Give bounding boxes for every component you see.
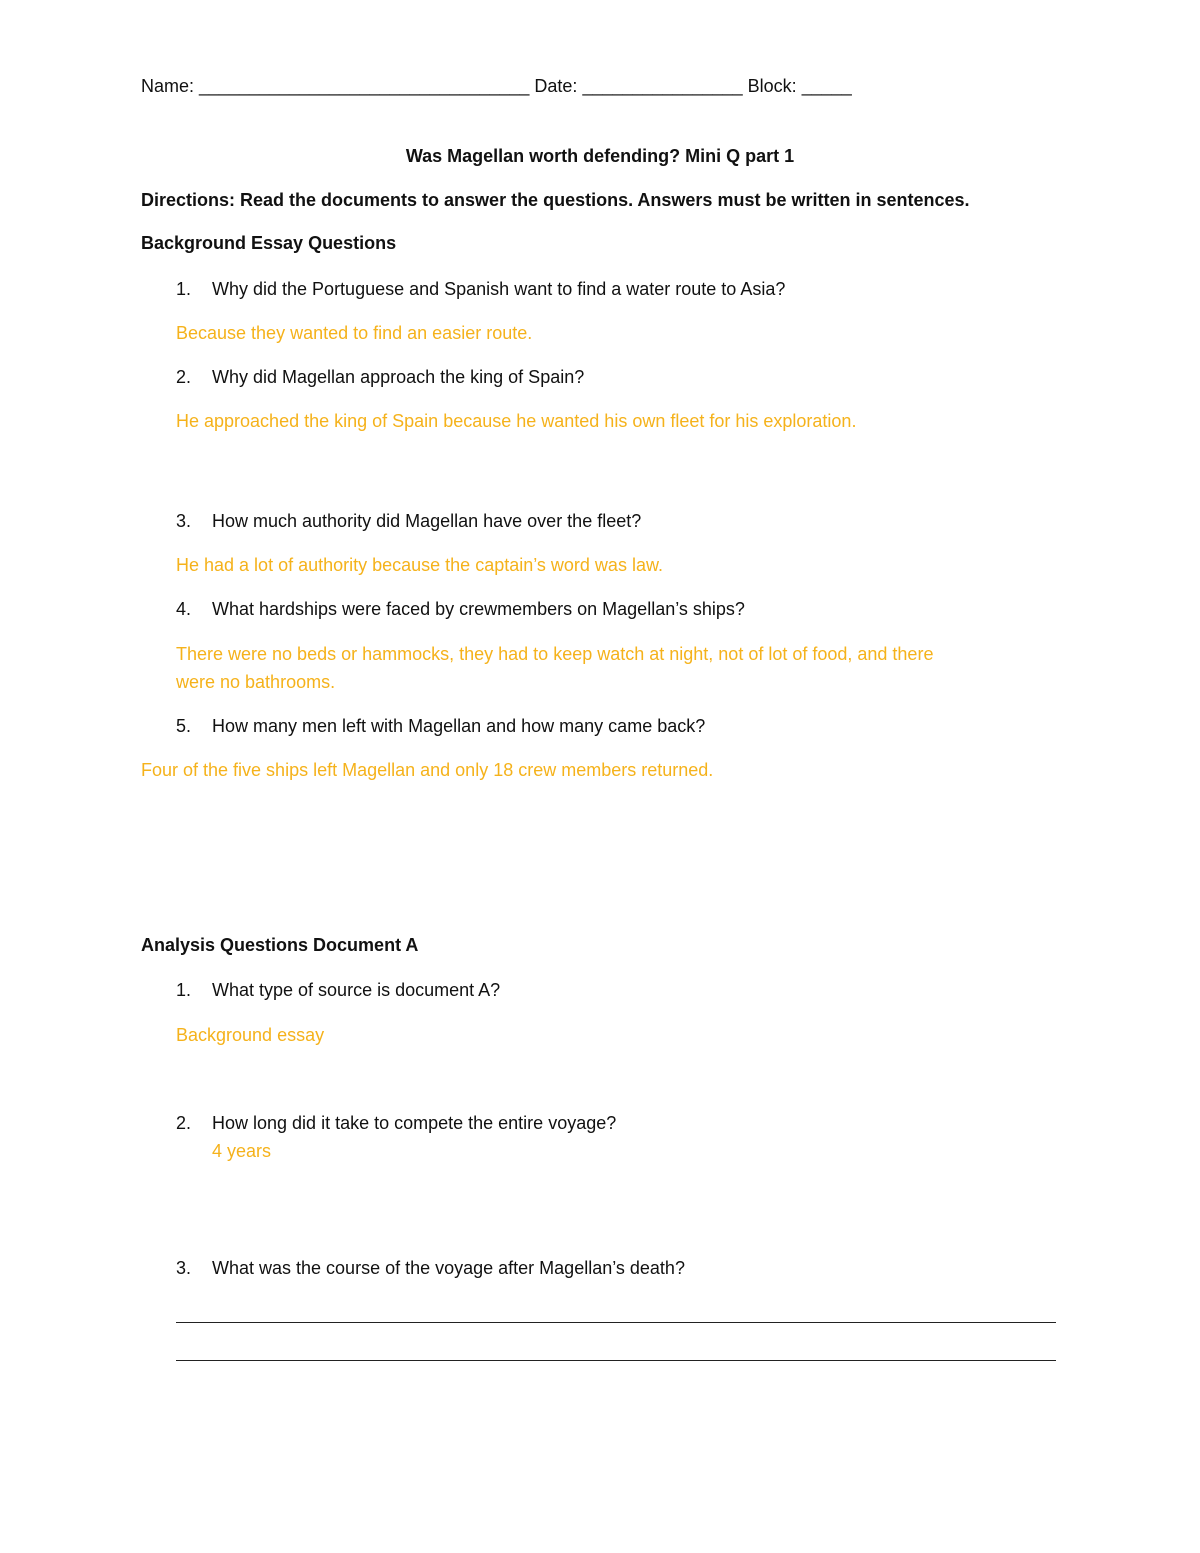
name-label: Name:	[141, 76, 195, 96]
header-fields	[141, 75, 852, 97]
question-text: Why did Magellan approach the king of Spain?	[212, 367, 585, 387]
answer-text: He approached the king of Spain because he wanted his own fleet for his exploration.	[176, 411, 857, 431]
page-title: Was Magellan worth defending? Mini Q part 1	[405, 146, 795, 166]
answer-blank-line[interactable]	[176, 1360, 1056, 1361]
name-blank[interactable]: _________________________________	[199, 76, 530, 96]
question-text: What was the course of the voyage after Magellan’s death?	[212, 1258, 685, 1278]
question-number: 2.	[176, 367, 192, 387]
date-blank[interactable]: ________________	[582, 76, 743, 96]
answer-text: Four of the five ships left Magellan and only 18 crew members returned.	[141, 760, 714, 780]
answer-text: There were no beds or hammocks, they had to keep watch at night, not of lot of food, and there	[176, 644, 934, 664]
question-number: 5.	[176, 716, 192, 736]
question-number: 4.	[176, 599, 192, 619]
answer-text: He had a lot of authority because the captain’s word was law.	[176, 555, 663, 575]
directions: Directions: Read the documents to answer the questions. Answers must be written in sentences.	[141, 190, 970, 210]
answer-text: Background essay	[176, 1025, 325, 1045]
analysis-heading: Analysis Questions Document A	[141, 935, 419, 955]
question-text: How long did it take to compete the entire voyage?	[212, 1113, 617, 1133]
answer-blank-line[interactable]	[176, 1322, 1056, 1323]
question-text: How many men left with Magellan and how many came back?	[212, 716, 706, 736]
block-blank[interactable]: _____	[801, 76, 852, 96]
answer-text: Because they wanted to find an easier route.	[176, 323, 533, 343]
question-number: 3.	[176, 1258, 192, 1278]
date-label: Date:	[534, 76, 578, 96]
question-text: What type of source is document A?	[212, 980, 501, 1000]
question-text: How much authority did Magellan have over the fleet?	[212, 511, 642, 531]
question-number: 2.	[176, 1113, 192, 1133]
question-number: 1.	[176, 980, 192, 1000]
question-number: 3.	[176, 511, 192, 531]
question-text: What hardships were faced by crewmembers on Magellan’s ships?	[212, 599, 745, 619]
answer-text: 4 years	[212, 1141, 272, 1161]
background-heading: Background Essay Questions	[141, 233, 397, 253]
answer-text-continued: were no bathrooms.	[176, 672, 336, 692]
question-text: Why did the Portuguese and Spanish want to find a water route to Asia?	[212, 279, 786, 299]
block-label: Block:	[747, 76, 797, 96]
question-number: 1.	[176, 279, 192, 299]
